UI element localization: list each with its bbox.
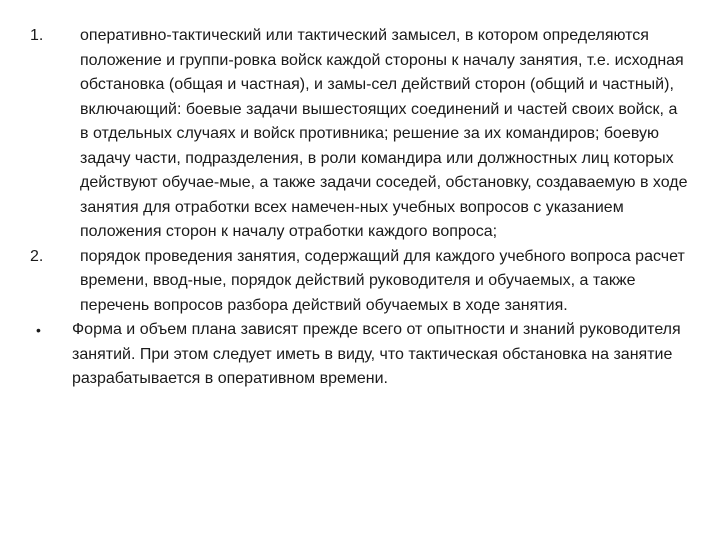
text-content bbox=[30, 24, 690, 392]
list-item-text: Форма и объем плана зависят прежде всего от опытности и знаний руководителя занятий. При этом следует иметь в виду, что тактическая обстановка на занятие разрабатывается в оперативном времени. bbox=[72, 321, 681, 387]
list-item bbox=[30, 24, 690, 245]
list-number: 1. bbox=[30, 27, 44, 44]
bullet-icon: • bbox=[36, 322, 41, 338]
list-number: 2. bbox=[30, 247, 44, 265]
list-item bbox=[30, 245, 690, 319]
list-item bbox=[30, 318, 690, 392]
list-item-text: оперативно-тактический или тактический замысел, в котором определяются положение и группи-ровка войск каждой стороны к началу занятия, т.е. исходная обстановка (общая и частная), и замы-сел действий сторон (общий и частный), включающий: боевые задачи вышестоящих соединений и частей своих войск, а в отдельных случаях и войск противника; решение за их командиров; боевую задачу части, подразделения, в роли командира или должностных лиц которых действуют обучае-мые, а также задачи соседей, обстановку, создаваемую в ходе занятия для отработки всех намечен-ных учебных вопросов с указанием положения сторон к началу отработки каждого вопроса; bbox=[80, 27, 688, 240]
list-item-text: порядок проведения занятия, содержащий для каждого учебного вопроса расчет времени, ввод-ные, порядок действий руководителя и обучаемых, а также перечень вопросов разбора действий обучаемых в ходе занятия. bbox=[80, 247, 685, 314]
